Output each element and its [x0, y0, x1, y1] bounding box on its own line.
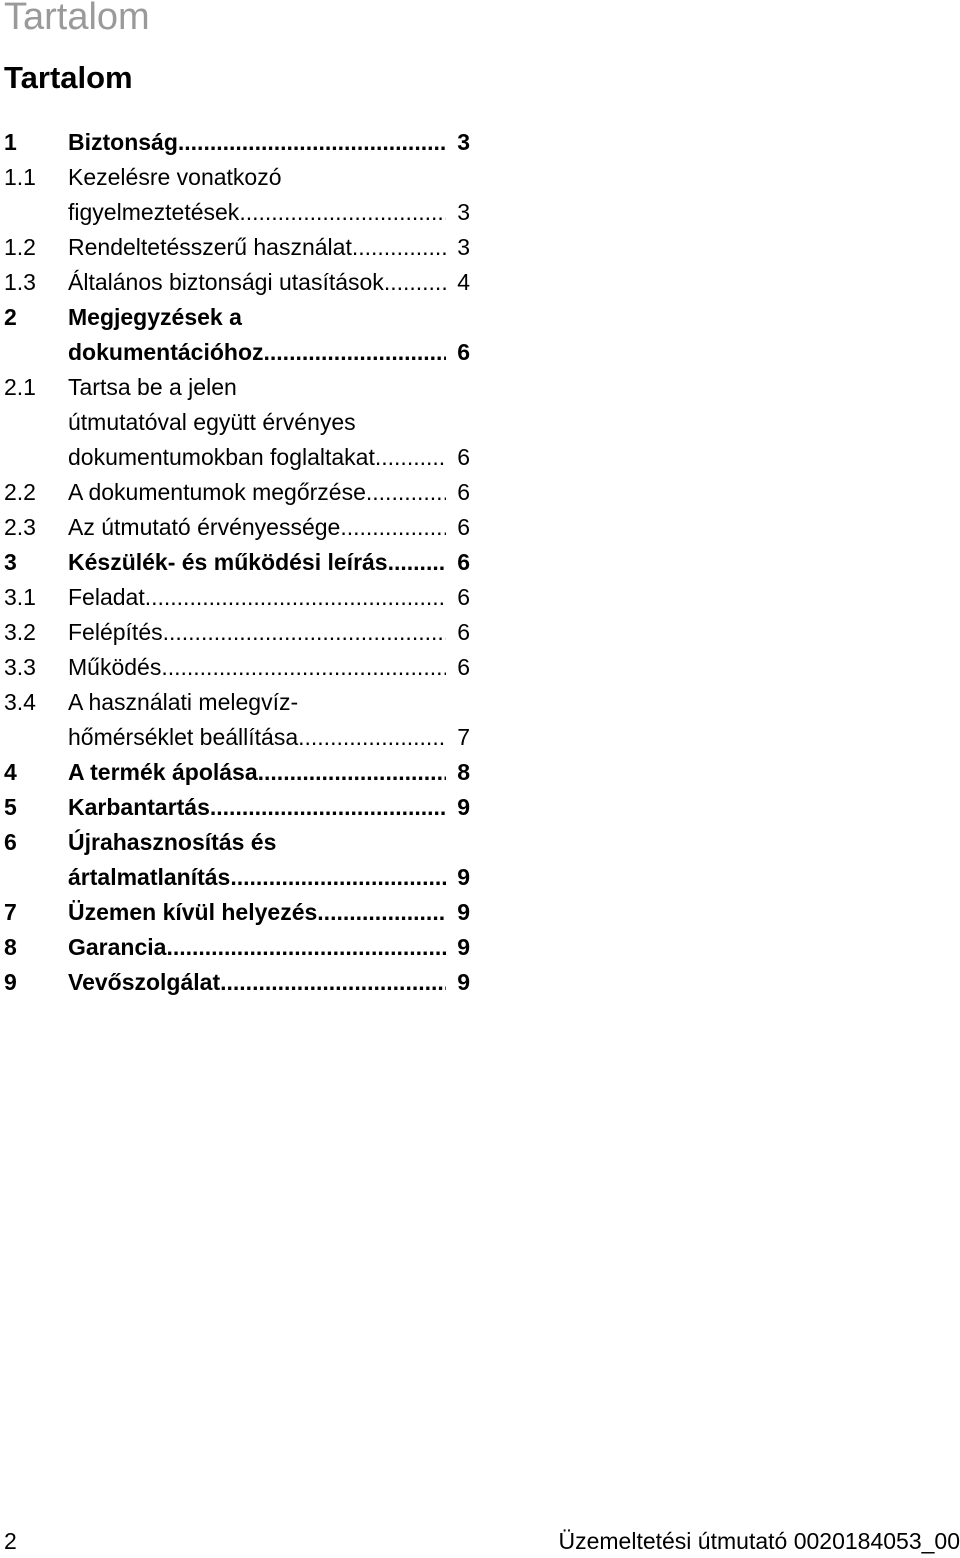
toc-entry-last-line [68, 650, 470, 685]
toc-entry-title: dokumentációhoz [68, 339, 264, 365]
toc-entry-title-line: A használati melegvíz- [68, 689, 299, 715]
toc-entry[interactable] [0, 265, 480, 300]
toc-entry-last-line [68, 965, 470, 1000]
toc-dot-leader [384, 265, 446, 300]
toc-entry-body [68, 930, 470, 965]
toc-dot-leader [220, 965, 446, 1000]
toc-entry[interactable] [0, 825, 480, 895]
toc-entry-last-line [68, 790, 470, 825]
toc-entry-body [68, 615, 470, 650]
toc-entry[interactable] [0, 230, 480, 265]
toc-entry-body [68, 685, 470, 755]
toc-entry-title: Készülék- és működési leírás [68, 549, 388, 575]
toc-entry-body [68, 825, 470, 895]
footer-document-id: Üzemeltetési útmutató 0020184053_00 [558, 1528, 960, 1554]
toc-entry-body [68, 650, 470, 685]
toc-entry[interactable] [0, 790, 480, 825]
toc-entry-number: 3 [4, 549, 17, 575]
toc-entry-title: Karbantartás [68, 794, 210, 820]
toc-entry-number: 2.3 [4, 514, 36, 540]
toc-entry-number: 3.1 [4, 584, 36, 610]
toc-entry-title-line: Kezelésre vonatkozó [68, 164, 282, 190]
toc-entry-title: Működés [68, 654, 162, 680]
toc-entry-page: 6 [457, 339, 470, 365]
toc-entry-title-line: Újrahasznosítás és [68, 829, 277, 855]
toc-entry-last-line [68, 545, 470, 580]
toc-entry-page: 9 [457, 934, 470, 960]
toc-entry-number: 1.2 [4, 234, 36, 260]
toc-entry-page: 6 [457, 654, 470, 680]
toc-entry[interactable] [0, 545, 480, 580]
toc-entry-title-line: útmutatóval együtt érvényes [68, 409, 356, 435]
toc-entry[interactable] [0, 370, 480, 475]
toc-entry-last-line [68, 195, 470, 230]
toc-dot-leader [145, 580, 446, 615]
toc-dot-leader [352, 230, 446, 265]
toc-entry-last-line [68, 615, 470, 650]
toc-dot-leader [340, 510, 446, 545]
toc-entry-title: Általános biztonsági utasítások [68, 269, 384, 295]
toc-dot-leader [161, 650, 446, 685]
toc-entry-body [68, 230, 470, 265]
toc-entry-number: 4 [4, 759, 17, 785]
toc-entry[interactable] [0, 125, 480, 160]
toc-entry-body [68, 475, 470, 510]
table-of-contents [0, 125, 480, 1000]
toc-entry-last-line [68, 755, 470, 790]
toc-entry[interactable] [0, 300, 480, 370]
toc-dot-leader [178, 125, 446, 160]
toc-entry-page: 6 [457, 479, 470, 505]
toc-entry-title: Vevőszolgálat [68, 969, 221, 995]
toc-entry-body [68, 580, 470, 615]
toc-entry-number: 6 [4, 829, 17, 855]
toc-entry-title: dokumentumokban foglaltakat [68, 444, 375, 470]
toc-dot-leader [388, 545, 446, 580]
toc-dot-leader [163, 615, 446, 650]
toc-entry-page: 9 [457, 969, 470, 995]
toc-entry-title: Garancia [68, 934, 167, 960]
toc-entry-number: 1 [4, 129, 17, 155]
page-title: Tartalom [4, 60, 133, 95]
toc-entry-title: A termék ápolása [68, 759, 258, 785]
toc-entry-number: 8 [4, 934, 17, 960]
toc-dot-leader [239, 195, 446, 230]
toc-entry[interactable] [0, 160, 480, 230]
toc-dot-leader [375, 440, 446, 475]
toc-entry-title: Üzemen kívül helyezés [68, 899, 318, 925]
toc-entry[interactable] [0, 895, 480, 930]
toc-entry-number: 1.1 [4, 164, 36, 190]
toc-entry-title: Biztonság [68, 129, 178, 155]
toc-entry-title: Felépítés [68, 619, 163, 645]
toc-entry-page: 4 [457, 269, 470, 295]
toc-entry[interactable] [0, 650, 480, 685]
toc-entry-title: Az útmutató érvényessége [68, 514, 341, 540]
toc-entry[interactable] [0, 965, 480, 1000]
toc-entry-body [68, 965, 470, 1000]
toc-dot-leader [166, 930, 446, 965]
toc-entry-title-line: Megjegyzések a [68, 304, 242, 330]
toc-entry-last-line [68, 440, 470, 475]
toc-entry-body [68, 755, 470, 790]
toc-entry-last-line [68, 335, 470, 370]
toc-entry[interactable] [0, 685, 480, 755]
toc-entry-last-line [68, 895, 470, 930]
toc-entry-number: 9 [4, 969, 17, 995]
toc-entry[interactable] [0, 930, 480, 965]
toc-entry-page: 8 [457, 759, 470, 785]
toc-entry-number: 3.2 [4, 619, 36, 645]
toc-entry-page: 6 [457, 514, 470, 540]
toc-entry-title: Rendeltetésszerű használat [68, 234, 352, 260]
toc-entry-number: 5 [4, 794, 17, 820]
toc-entry-last-line [68, 580, 470, 615]
toc-entry-body [68, 545, 470, 580]
running-header-title: Tartalom [4, 0, 150, 38]
toc-entry-last-line [68, 860, 470, 895]
toc-entry[interactable] [0, 755, 480, 790]
toc-entry[interactable] [0, 475, 480, 510]
toc-dot-leader [298, 720, 446, 755]
toc-entry-body [68, 510, 470, 545]
toc-entry-title-line: Tartsa be a jelen [68, 374, 237, 400]
toc-entry-last-line [68, 230, 470, 265]
toc-entry-page: 6 [457, 619, 470, 645]
toc-entry-page: 9 [457, 864, 470, 890]
toc-entry-number: 2.1 [4, 374, 36, 400]
toc-dot-leader [258, 755, 446, 790]
toc-entry-body [68, 790, 470, 825]
toc-entry-page: 6 [457, 549, 470, 575]
toc-entry[interactable] [0, 510, 480, 545]
toc-entry-title: figyelmeztetések [68, 199, 240, 225]
toc-entry-page: 6 [457, 444, 470, 470]
toc-dot-leader [230, 860, 446, 895]
toc-entry-page: 7 [457, 724, 470, 750]
toc-entry-title: hőmérséklet beállítása [68, 724, 299, 750]
toc-entry[interactable] [0, 580, 480, 615]
toc-entry-page: 9 [457, 899, 470, 925]
toc-entry-body [68, 895, 470, 930]
toc-entry-body [68, 125, 470, 160]
toc-entry-last-line [68, 125, 470, 160]
toc-entry-page: 3 [457, 234, 470, 260]
toc-entry-number: 2.2 [4, 479, 36, 505]
toc-entry-title: A dokumentumok megőrzése [68, 479, 366, 505]
toc-dot-leader [264, 335, 446, 370]
toc-entry-page: 9 [457, 794, 470, 820]
toc-entry-number: 3.3 [4, 654, 36, 680]
toc-entry-number: 7 [4, 899, 17, 925]
page-footer [0, 1524, 960, 1558]
toc-entry-page: 6 [457, 584, 470, 610]
toc-entry-last-line [68, 720, 470, 755]
toc-entry-number: 2 [4, 304, 17, 330]
toc-entry-page: 3 [457, 199, 470, 225]
toc-entry-last-line [68, 510, 470, 545]
toc-entry-last-line [68, 930, 470, 965]
toc-entry-page: 3 [457, 129, 470, 155]
toc-dot-leader [366, 475, 446, 510]
toc-dot-leader [210, 790, 446, 825]
toc-entry-number: 1.3 [4, 269, 36, 295]
toc-entry-body [68, 160, 470, 230]
toc-entry[interactable] [0, 615, 480, 650]
page-number: 2 [4, 1528, 17, 1554]
toc-entry-body [68, 265, 470, 300]
toc-entry-body [68, 300, 470, 370]
toc-entry-title: ártalmatlanítás [68, 864, 231, 890]
toc-entry-number: 3.4 [4, 689, 36, 715]
toc-dot-leader [317, 895, 446, 930]
toc-entry-title: Feladat [68, 584, 145, 610]
toc-entry-body [68, 370, 470, 475]
toc-entry-last-line [68, 475, 470, 510]
toc-entry-last-line [68, 265, 470, 300]
